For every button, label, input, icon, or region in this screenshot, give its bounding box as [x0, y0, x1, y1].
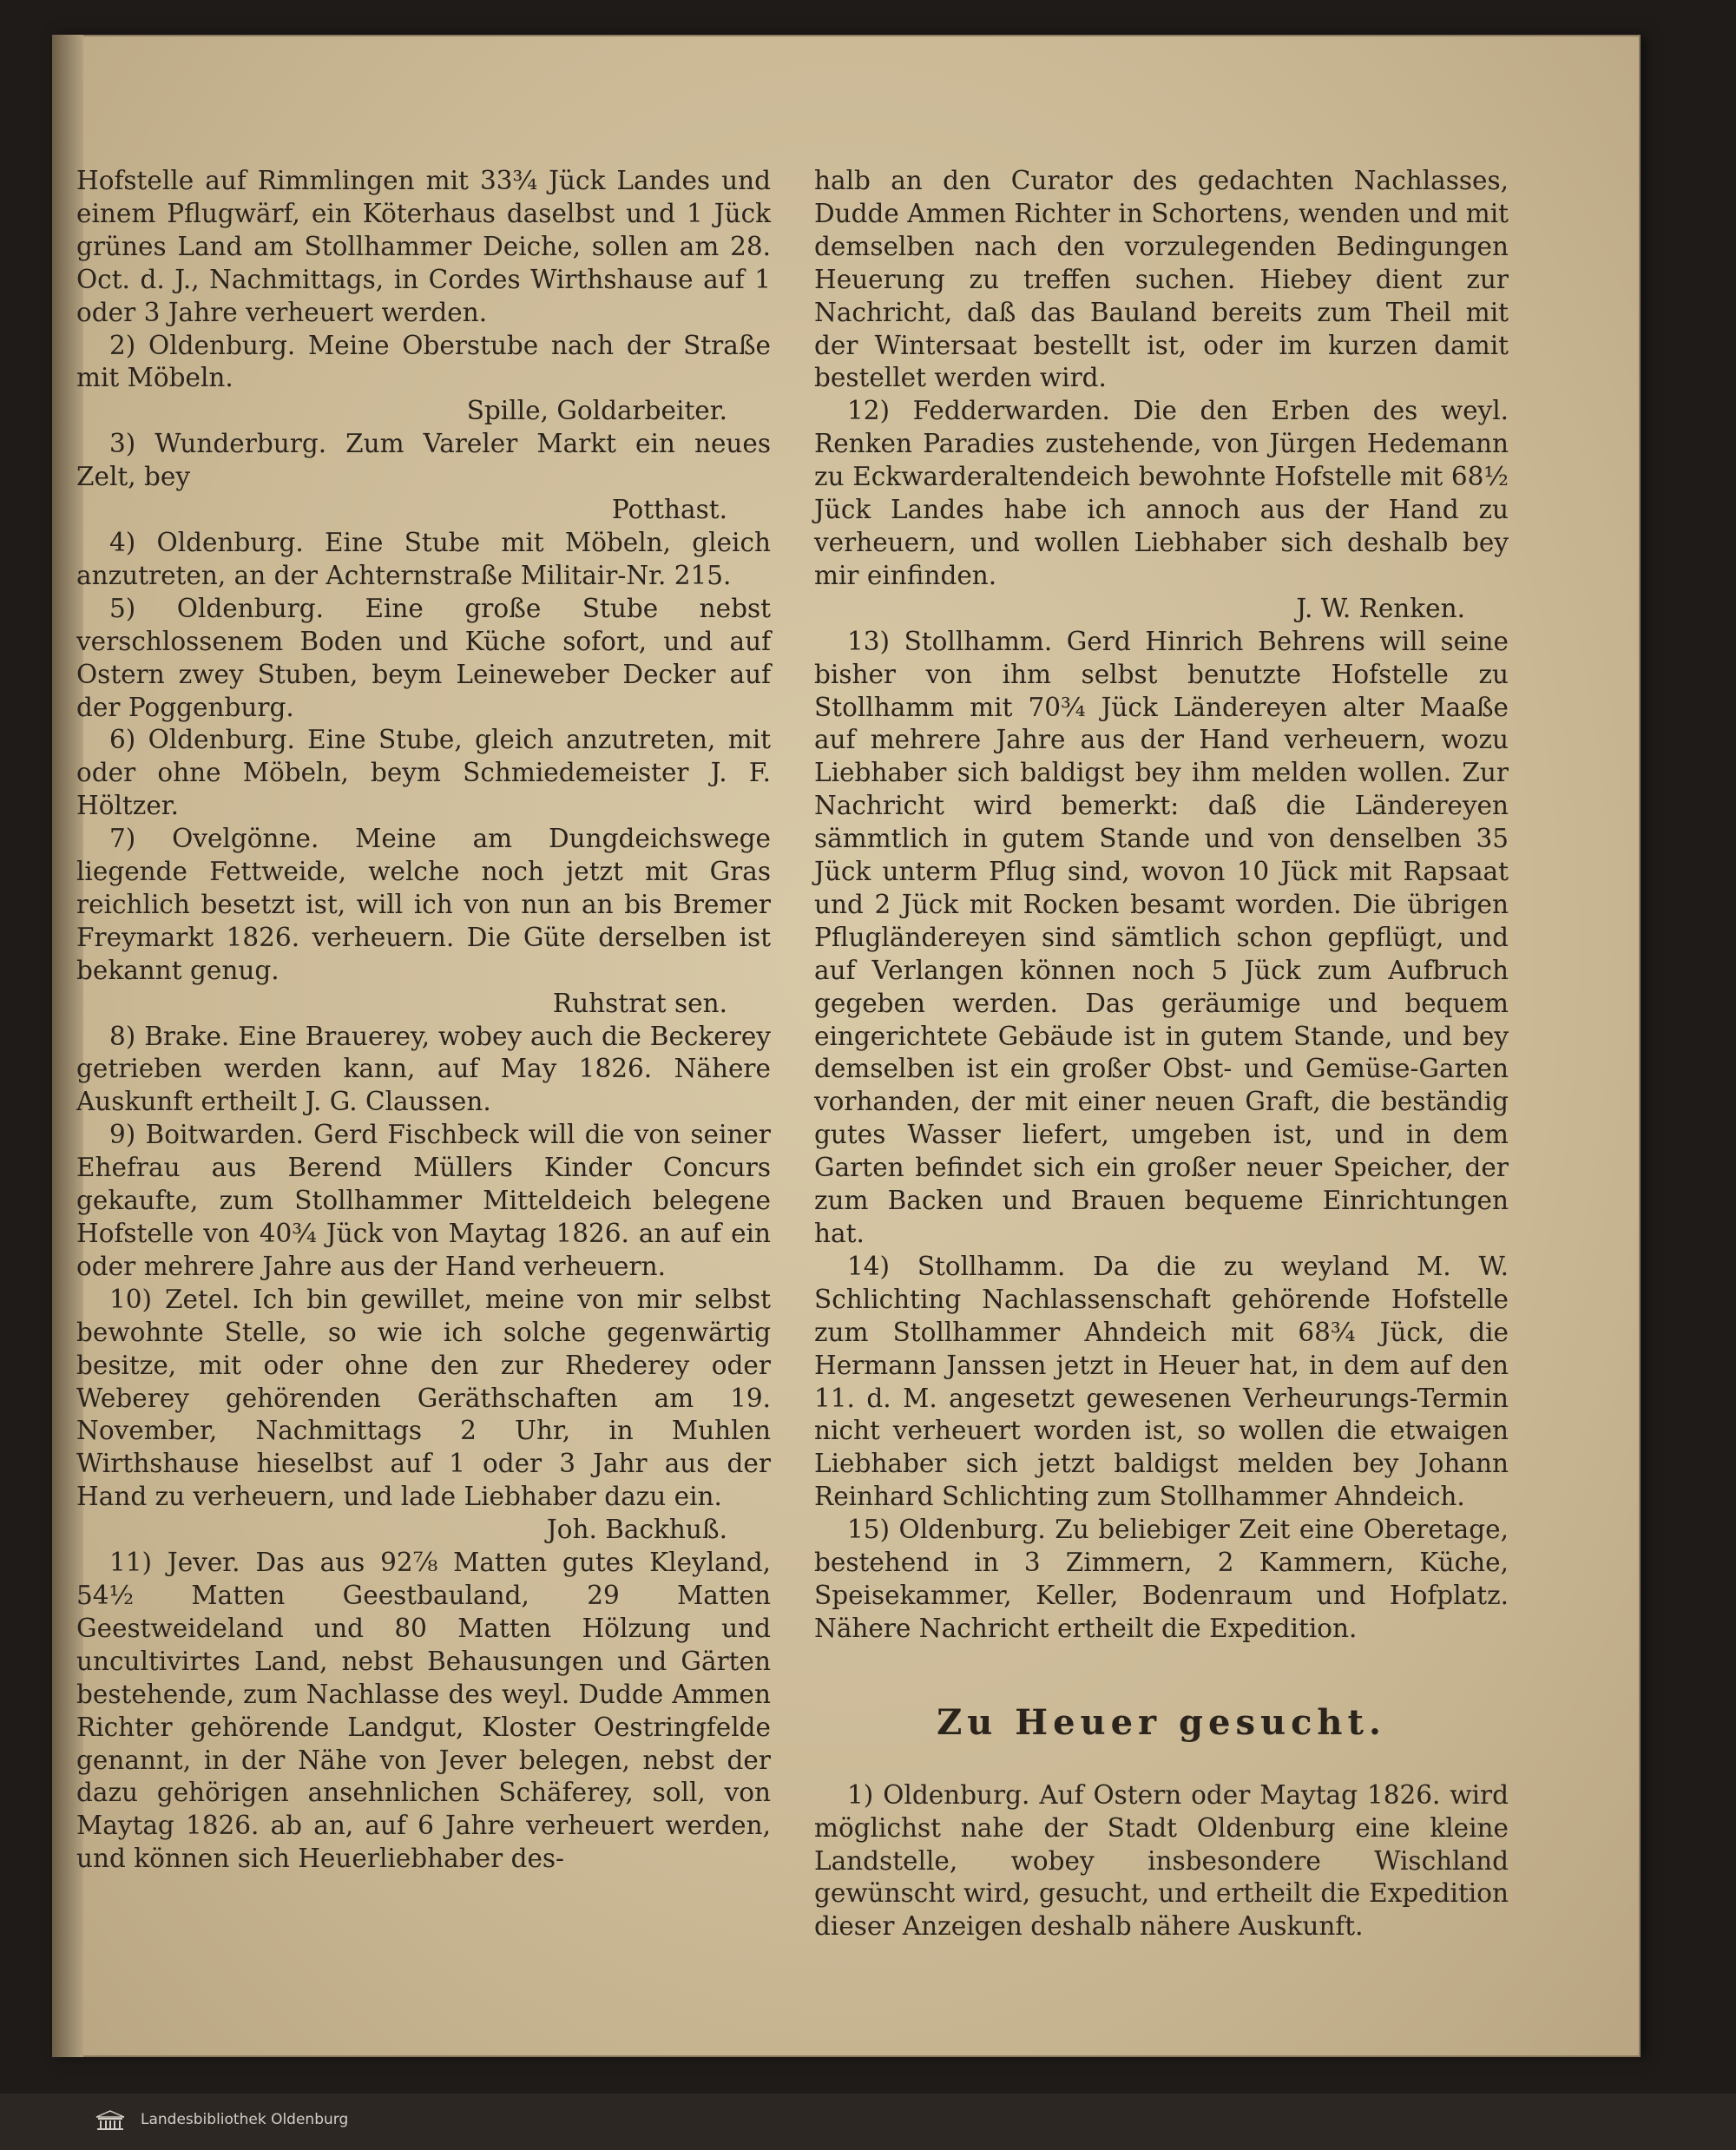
wanted-entry-1: 1) Oldenburg. Auf Ostern oder Maytag 1826. wird möglichst nahe der Stadt Oldenburg eine kleine Landstelle, wobey insbesondere Wischland gewünscht wird, gesucht, und ertheilt die Expedition dieser Anzeigen deshalb nähere Auskunft. [814, 1779, 1509, 1942]
entry-12-signature: J. W. Renken. [1296, 593, 1465, 623]
document-page [52, 35, 1641, 2057]
footer-bar [0, 2094, 1736, 2150]
entry-6: 6) Oldenburg. Eine Stube, gleich anzutreten, mit oder ohne Möbeln, beym Schmiedemeister J. F. Höltzer. [76, 725, 771, 821]
entry-14: 14) Stollhamm. Da die zu weyland M. W. Schlichting Nachlassenschaft gehörende Hofstelle zum Stollhammer Ahndeich mit 68¾ Jück, die Hermann Janssen jetzt in Heuer hat, in dem auf den 11. d. M. angesetzt gewesenen Verheurungs-Termin nicht verheuert worden ist, so wollen die etwaigen Liebhaber sich jetzt baldigst melden bey Johann Reinhard Schlichting zum Stollhammer Ahndeich. [814, 1251, 1509, 1512]
entry-4: 4) Oldenburg. Eine Stube mit Möbeln, gleich anzutreten, an der Achternstraße Militair-Nr. 215. [76, 527, 771, 590]
entry-3-signature: Potthast. [611, 495, 727, 525]
entry-11: 11) Jever. Das aus 92⅞ Matten gutes Kleyland, 54½ Matten Geestbauland, 29 Matten Geestweideland und 80 Matten Hölzung und uncultivirtes Land, nebst Behausungen und Gärten bestehende, zum Nachlasse des weyl. Dudde Ammen Richter gehörende Landgut, Kloster Oestringfelde genannt, in der Nähe von Jever belegen, nebst der dazu gehörigen ansehnlichen Schäferey, soll, von Maytag 1826. ab an, auf 6 Jahre verheuert werden, und können sich Heuerliebhaber des- [76, 1548, 771, 1874]
right-column [814, 165, 1509, 1943]
entry-3: 3) Wunderburg. Zum Vareler Markt ein neues Zelt, bey Potthast. [76, 428, 771, 527]
entry-15: 15) Oldenburg. Zu beliebiger Zeit eine Oberetage, bestehend in 3 Zimmern, 2 Kammern, Küche, Speisekammer, Keller, Bodenraum und Hofplatz. Nähere Nachricht ertheilt die Expedition. [814, 1515, 1509, 1643]
entry-12: 12) Fedderwarden. Die den Erben des weyl. Renken Paradies zustehende, von Jürgen Hedemann zu Eckwarderaltendeich bewohnte Hofstelle mit 68½ Jück Landes habe ich annoch aus der Hand zu verheuern, und wollen Liebhaber sich deshalb bey mir einfinden. J. W. Renken. [814, 395, 1509, 625]
entry-5: 5) Oldenburg. Eine große Stube nebst verschlossenem Boden und Küche sofort, und auf Ostern zwey Stuben, beym Leineweber Decker auf der Poggenburg. [76, 593, 771, 722]
entry-2-signature: Spille, Goldarbeiter. [466, 396, 727, 426]
entry-2: 2) Oldenburg. Meine Oberstube nach der Straße mit Möbeln. Spille, Goldarbeiter. [76, 330, 771, 429]
entry-10-signature: Joh. Backhuß. [546, 1515, 727, 1545]
entry-7-signature: Ruhstrat sen. [552, 988, 727, 1018]
section-heading: Zu Heuer gesucht. [937, 1701, 1386, 1743]
entry-8: 8) Brake. Eine Brauerey, wobey auch die Beckerey getrieben werden kann, auf May 1826. Nähere Auskunft ertheilt J. G. Claussen. [76, 1021, 771, 1117]
entry-10: 10) Zetel. Ich bin gewillet, meine von mir selbst bewohnte Stelle, so wie ich solche gegenwärtig besitze, mit oder ohne den zur Rhederey oder Weberey gehörenden Geräthschaften am 19. November, Nachmittags 2 Uhr, in Muhlen Wirthshause hieselbst auf 1 oder 3 Jahr aus der Hand zu verheuern, und lade Liebhaber dazu ein. Joh. Backhuß. [76, 1284, 771, 1547]
entry-13: 13) Stollhamm. Gerd Hinrich Behrens will seine bisher von ihm selbst benutzte Hofstelle zu Stollhamm mit 70¾ Jück Ländereyen alter Maaße auf mehrere Jahre aus der Hand verheuern, wozu Liebhaber sich baldigst bey ihm melden wollen. Zur Nachricht wird bemerkt: daß die Ländereyen sämmtlich in gutem Stande und von denselben 35 Jück unterm Pflug sind, wovon 10 Jück mit Rapsaat und 2 Jück mit Rocken besamt worden. Die übrigen Pflugländereyen sind sämtlich schon gepflügt, und auf Verlangen können noch 5 Jück zum Aufbruch gegeben werden. Das geräumige und bequem eingerichtete Gebäude ist in gutem Stande, und bey demselben ist ein großer Obst- und Gemüse-Garten vorhanden, der mit einer neuen Graft, die beständig gutes Wasser liefert, umgeben ist, und in dem Garten befindet sich ein großer neuer Speicher, der zum Backen und Brauen bequeme Einrichtungen hat. [814, 626, 1509, 1248]
entry-1-continued: Hofstelle auf Rimmlingen mit 33¾ Jück Landes und einem Pflugwärf, ein Köterhaus daselbst und 1 Jück grünes Land am Stollhammer Deiche, sollen am 28. Oct. d. J., Nachmittags, in Cordes Wirthshause auf 1 oder 3 Jahre verheuert werden. [76, 166, 771, 327]
left-column [76, 165, 771, 1876]
library-building-icon [95, 2110, 125, 2131]
entry-9: 9) Boitwarden. Gerd Fischbeck will die von seiner Ehefrau aus Berend Müllers Kinder Concurs gekaufte, zum Stollhammer Mitteldeich belegene Hofstelle von 40¾ Jück von Maytag 1826. an auf ein oder mehrere Jahre aus der Hand verheuern. [76, 1120, 771, 1281]
entry-11-continued: halb an den Curator des gedachten Nachlasses, Dudde Ammen Richter in Schortens, wenden und mit demselben nach den vorzulegenden Bedingungen Heuerung zu treffen suchen. Hiebey dient zur Nachricht, daß das Bauland bereits zum Theil mit der Wintersaat bestellt ist, oder im kurzen damit bestellet werden wird. [814, 166, 1509, 393]
entry-7: 7) Ovelgönne. Meine am Dungdeichswege liegende Fettweide, welche noch jetzt mit Gras reichlich besetzt ist, will ich von nun an bis Bremer Freymarkt 1826. verheuern. Die Güte derselben ist bekannt genug. Ruhstrat sen. [76, 823, 771, 1020]
footer-label[interactable]: Landesbibliothek Oldenburg [141, 2111, 349, 2128]
